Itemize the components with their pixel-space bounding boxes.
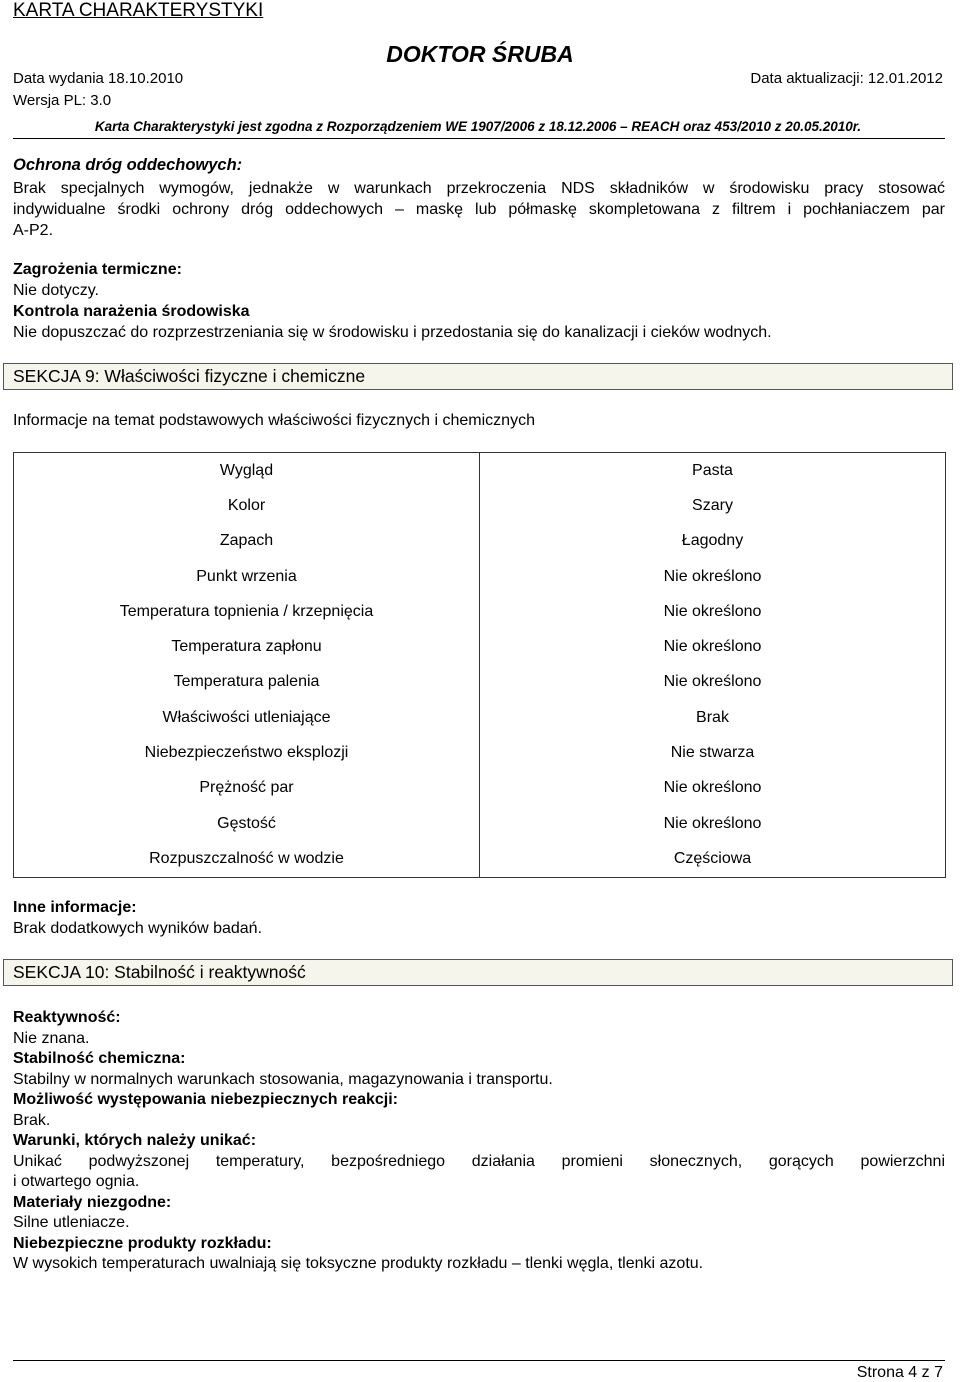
section-10-header: SEKCJA 10: Stabilność i reaktywność: [3, 959, 953, 986]
table-row: [14, 841, 946, 877]
brand-name: DOKTOR ŚRUBA: [386, 41, 574, 67]
property-label: Niebezpieczeństwo eksplozji: [14, 735, 480, 770]
respiratory-line-2: indywidualne środki ochrony dróg oddechowych – maskę lub półmaskę skompletowana z filtrem i pochłaniaczem par: [13, 201, 945, 218]
table-row: [14, 771, 946, 806]
property-value: Pasta: [480, 453, 946, 489]
table-row: [14, 453, 946, 489]
table-row: [14, 488, 946, 523]
property-value: Nie określono: [480, 594, 946, 629]
table-row: [14, 735, 946, 770]
reactivity-text: Nie znana.: [13, 1030, 90, 1047]
incompatible-heading: Materiały niezgodne:: [13, 1194, 172, 1211]
thermal-text: Nie dotyczy.: [13, 282, 99, 299]
section-9-header: SEKCJA 9: Właściwości fizyczne i chemiczne: [3, 363, 953, 390]
respiratory-line-3: A-P2.: [13, 222, 54, 239]
decomposition-heading: Niebezpieczne produkty rozkładu:: [13, 1235, 272, 1252]
table-row: [14, 629, 946, 664]
update-date: Data aktualizacji: 12.01.2012: [750, 70, 943, 87]
property-label: Prężność par: [14, 771, 480, 806]
header-divider: [13, 138, 945, 139]
table-row: [14, 594, 946, 629]
property-value: Nie określono: [480, 665, 946, 700]
other-info-heading: Inne informacje:: [13, 899, 137, 916]
issue-date: Data wydania 18.10.2010: [13, 70, 184, 87]
version: Wersja PL: 3.0: [13, 92, 112, 109]
property-value: Nie określono: [480, 771, 946, 806]
property-value: Częściowa: [480, 841, 946, 877]
property-label: Zapach: [14, 524, 480, 559]
property-label: Punkt wrzenia: [14, 559, 480, 594]
property-label: Temperatura zapłonu: [14, 629, 480, 664]
avoid-line-1: Unikać podwyższonej temperatury, bezpośredniego działania promieni słonecznych, gorących powierzchni: [13, 1153, 945, 1170]
property-label: Temperatura topnienia / krzepnięcia: [14, 594, 480, 629]
incompatible-text: Silne utleniacze.: [13, 1214, 130, 1231]
section-9-subheading: Informacje na temat podstawowych właściwości fizycznych i chemicznych: [13, 412, 535, 429]
property-label: Gęstość: [14, 806, 480, 841]
stability-heading: Stabilność chemiczna:: [13, 1050, 186, 1067]
regulation-note: Karta Charakterystyki jest zgodna z Rozporządzeniem WE 1907/2006 z 18.12.2006 – REACH oraz 453/2010 z 20.05.2010r.: [94, 119, 862, 134]
property-label: Rozpuszczalność w wodzie: [14, 841, 480, 877]
property-label: Kolor: [14, 488, 480, 523]
property-value: Nie określono: [480, 559, 946, 594]
table-row: [14, 806, 946, 841]
environment-heading: Kontrola narażenia środowiska: [13, 303, 250, 320]
property-value: Nie stwarza: [480, 735, 946, 770]
respiratory-line-1: Brak specjalnych wymogów, jednakże w warunkach przekroczenia NDS składników w środowisku pracy stosować: [13, 180, 945, 197]
property-value: Szary: [480, 488, 946, 523]
avoid-heading: Warunki, których należy unikać:: [13, 1132, 257, 1149]
hazard-reactions-text: Brak.: [13, 1112, 51, 1129]
property-value: Łagodny: [480, 524, 946, 559]
property-value: Nie określono: [480, 629, 946, 664]
table-row: [14, 524, 946, 559]
reactivity-heading: Reaktywność:: [13, 1009, 121, 1026]
table-row: [14, 665, 946, 700]
footer-divider: [13, 1360, 945, 1361]
property-value: Nie określono: [480, 806, 946, 841]
property-label: Temperatura palenia: [14, 665, 480, 700]
property-label: Właściwości utleniające: [14, 700, 480, 735]
environment-text: Nie dopuszczać do rozprzestrzeniania się w środowisku i przedostania się do kanalizacji i cieków wodnych.: [13, 324, 772, 341]
table-row: [14, 700, 946, 735]
decomposition-text: W wysokich temperaturach uwalniają się toksyczne produkty rozkładu – tlenki węgla, tlenki azotu.: [13, 1255, 704, 1272]
respiratory-heading: Ochrona dróg oddechowych:: [13, 156, 243, 174]
thermal-heading: Zagrożenia termiczne:: [13, 261, 182, 278]
document-title: KARTA CHARAKTERYSTYKI: [13, 0, 264, 21]
property-label: Wygląd: [14, 453, 480, 489]
property-value: Brak: [480, 700, 946, 735]
table-row: [14, 559, 946, 594]
hazard-reactions-heading: Możliwość występowania niebezpiecznych reakcji:: [13, 1091, 399, 1108]
avoid-line-2: i otwartego ognia.: [13, 1173, 140, 1190]
stability-text: Stabilny w normalnych warunkach stosowania, magazynowania i transportu.: [13, 1071, 553, 1088]
page-number: Strona 4 z 7: [856, 1364, 943, 1381]
other-info-text: Brak dodatkowych wyników badań.: [13, 920, 263, 937]
properties-table: [13, 452, 946, 878]
